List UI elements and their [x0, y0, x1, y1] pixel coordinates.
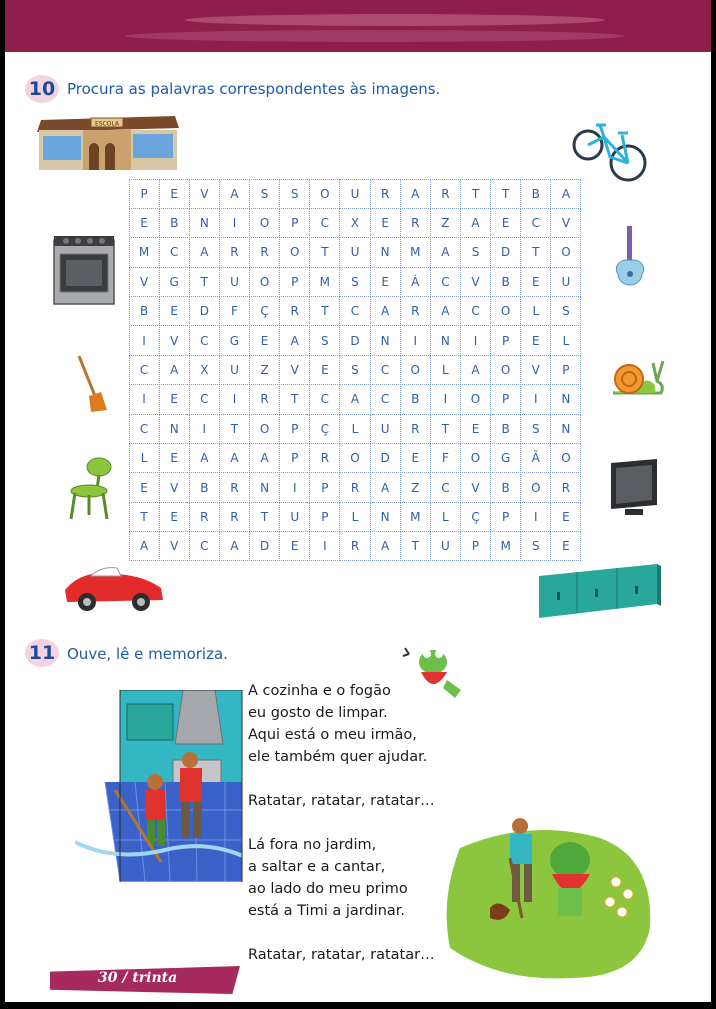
grid-cell[interactable]: L — [550, 325, 581, 355]
grid-cell[interactable]: A — [430, 237, 461, 267]
grid-cell[interactable]: S — [520, 414, 551, 444]
grid-cell[interactable]: S — [460, 237, 491, 267]
grid-cell[interactable]: T — [189, 267, 220, 297]
grid-cell[interactable]: C — [129, 414, 160, 444]
grid-cell[interactable]: U — [279, 502, 310, 532]
grid-cell[interactable]: V — [159, 531, 190, 561]
school-sign-text: ESCOLA — [94, 120, 120, 128]
grid-cell[interactable]: A — [460, 208, 491, 238]
grid-cell[interactable]: C — [159, 237, 190, 267]
grid-cell[interactable]: A — [219, 443, 250, 473]
grid-cell[interactable]: N — [189, 208, 220, 238]
grid-cell[interactable]: R — [219, 502, 250, 532]
grid-cell[interactable]: P — [550, 355, 581, 385]
poem-line: ao lado do meu primo — [248, 881, 408, 897]
grid-cell[interactable]: E — [550, 502, 581, 532]
grid-cell[interactable]: D — [370, 443, 401, 473]
grid-cell[interactable]: A — [219, 531, 250, 561]
grid-cell[interactable]: Z — [400, 472, 431, 502]
top-decor-band — [5, 0, 711, 52]
bicycle-icon — [570, 115, 648, 190]
grid-cell[interactable]: O — [309, 179, 340, 209]
grid-cell[interactable]: R — [430, 179, 461, 209]
grid-cell[interactable]: V — [460, 472, 491, 502]
grid-cell[interactable]: B — [129, 296, 160, 326]
grid-cell[interactable]: O — [249, 267, 280, 297]
grid-cell[interactable]: Z — [430, 208, 461, 238]
grid-cell[interactable]: X — [339, 208, 370, 238]
grid-cell[interactable]: R — [249, 237, 280, 267]
guitar-icon — [610, 222, 650, 294]
grid-cell[interactable]: L — [430, 355, 461, 385]
grid-cell[interactable]: E — [490, 208, 521, 238]
grid-cell[interactable]: D — [249, 531, 280, 561]
grid-cell[interactable]: T — [309, 296, 340, 326]
grid-cell[interactable]: M — [490, 531, 521, 561]
grid-cell[interactable]: C — [189, 531, 220, 561]
grid-cell[interactable]: T — [129, 502, 160, 532]
grid-cell[interactable]: O — [249, 414, 280, 444]
poem-line: Aqui está o meu irmão, — [248, 727, 417, 743]
grid-cell[interactable]: M — [309, 267, 340, 297]
grid-cell[interactable]: E — [279, 531, 310, 561]
grid-cell[interactable]: G — [490, 443, 521, 473]
kitchen-scene-icon — [75, 690, 243, 882]
grid-cell[interactable]: E — [159, 443, 190, 473]
grid-cell[interactable]: A — [279, 325, 310, 355]
grid-cell[interactable]: V — [189, 179, 220, 209]
grid-cell[interactable]: A — [370, 531, 401, 561]
grid-cell[interactable]: N — [430, 325, 461, 355]
grid-cell[interactable]: P — [129, 179, 160, 209]
grid-cell[interactable]: Z — [249, 355, 280, 385]
grid-cell[interactable]: P — [279, 267, 310, 297]
grid-cell[interactable]: B — [189, 472, 220, 502]
grid-cell[interactable]: T — [249, 502, 280, 532]
grid-cell[interactable]: F — [430, 443, 461, 473]
grid-cell[interactable]: M — [400, 237, 431, 267]
broom-icon — [73, 352, 113, 414]
grid-cell[interactable]: S — [249, 179, 280, 209]
grid-cell[interactable]: S — [520, 531, 551, 561]
grid-cell[interactable]: E — [460, 414, 491, 444]
poem-line: A cozinha e o fogão — [248, 683, 391, 699]
grid-cell[interactable]: A — [189, 237, 220, 267]
grid-cell[interactable]: O — [490, 355, 521, 385]
grid-cell[interactable]: C — [370, 384, 401, 414]
grid-cell[interactable]: C — [189, 325, 220, 355]
grid-cell[interactable]: T — [520, 237, 551, 267]
grid-cell[interactable]: O — [279, 237, 310, 267]
grid-cell[interactable]: Ç — [309, 414, 340, 444]
car-icon — [61, 560, 167, 618]
exercise-11-number: 11 — [25, 639, 59, 667]
grid-cell[interactable]: E — [159, 296, 190, 326]
grid-cell[interactable]: Ç — [460, 502, 491, 532]
grid-cell[interactable]: A — [249, 443, 280, 473]
grid-cell[interactable]: A — [189, 443, 220, 473]
grid-cell[interactable]: P — [460, 531, 491, 561]
poem-line — [248, 922, 448, 944]
grid-cell[interactable]: C — [370, 355, 401, 385]
grid-cell[interactable]: P — [490, 325, 521, 355]
grid-cell[interactable]: S — [550, 296, 581, 326]
grid-cell[interactable]: O — [550, 237, 581, 267]
poem-line: ele também quer ajudar. — [248, 749, 428, 765]
grid-cell[interactable]: E — [159, 502, 190, 532]
grid-cell[interactable]: P — [490, 384, 521, 414]
grid-cell[interactable]: I — [129, 325, 160, 355]
cabinet-icon — [533, 562, 663, 620]
grid-cell[interactable]: I — [400, 325, 431, 355]
grid-cell[interactable]: E — [520, 325, 551, 355]
grid-cell[interactable]: I — [219, 384, 250, 414]
grid-cell[interactable]: N — [370, 502, 401, 532]
grid-cell[interactable]: S — [339, 267, 370, 297]
exercise-10-number: 10 — [25, 75, 59, 103]
poem-line: eu gosto de limpar. — [248, 705, 388, 721]
grid-cell[interactable]: N — [370, 237, 401, 267]
grid-cell[interactable]: X — [189, 355, 220, 385]
grid-cell[interactable]: A — [370, 296, 401, 326]
workbook-page — [5, 0, 711, 1002]
exercise-10-instruction: Procura as palavras correspondentes às imagens. — [67, 80, 441, 98]
grid-cell[interactable]: E — [370, 208, 401, 238]
grid-cell[interactable]: U — [370, 414, 401, 444]
grid-cell[interactable]: I — [309, 531, 340, 561]
grid-cell[interactable]: I — [189, 414, 220, 444]
grid-cell[interactable]: R — [339, 531, 370, 561]
grid-cell[interactable]: A — [339, 384, 370, 414]
snail-icon — [609, 355, 667, 399]
grid-cell[interactable]: R — [189, 502, 220, 532]
grid-cell[interactable]: E — [129, 472, 160, 502]
grid-cell[interactable]: E — [400, 443, 431, 473]
stove-icon — [50, 232, 118, 308]
grid-cell[interactable]: L — [430, 502, 461, 532]
grid-cell[interactable]: L — [520, 296, 551, 326]
grid-cell[interactable]: U — [550, 267, 581, 297]
grid-cell[interactable]: O — [400, 355, 431, 385]
poem-line: a saltar e a cantar, — [248, 859, 386, 875]
grid-cell[interactable]: C — [339, 296, 370, 326]
grid-cell[interactable]: N — [550, 384, 581, 414]
grid-cell[interactable]: U — [339, 237, 370, 267]
grid-cell[interactable]: M — [129, 237, 160, 267]
grid-cell[interactable]: Á — [400, 267, 431, 297]
grid-cell[interactable]: R — [249, 384, 280, 414]
poem-line: Ratatar, ratatar, ratatar… — [248, 793, 435, 809]
grid-cell[interactable]: T — [400, 531, 431, 561]
grid-cell[interactable]: T — [490, 179, 521, 209]
grid-cell[interactable]: V — [550, 208, 581, 238]
grid-cell[interactable]: R — [279, 296, 310, 326]
grid-cell[interactable]: I — [460, 325, 491, 355]
grid-cell[interactable]: B — [400, 384, 431, 414]
grid-cell[interactable]: G — [159, 267, 190, 297]
grid-cell[interactable]: C — [430, 267, 461, 297]
grid-cell[interactable]: B — [490, 414, 521, 444]
poem-line: está a Timi a jardinar. — [248, 903, 406, 919]
poem-line: Lá fora no jardim, — [248, 837, 377, 853]
grid-cell[interactable]: R — [400, 414, 431, 444]
grid-cell[interactable]: A — [460, 355, 491, 385]
grid-cell[interactable]: O — [249, 208, 280, 238]
grid-cell[interactable]: C — [430, 472, 461, 502]
grid-cell[interactable]: B — [490, 267, 521, 297]
grid-cell[interactable]: U — [219, 267, 250, 297]
grid-cell[interactable]: E — [159, 384, 190, 414]
poem-line — [248, 768, 448, 790]
grid-cell[interactable]: P — [309, 502, 340, 532]
grid-cell[interactable]: T — [309, 237, 340, 267]
grid-cell[interactable]: U — [339, 179, 370, 209]
grid-cell[interactable]: N — [249, 472, 280, 502]
grid-cell[interactable]: L — [129, 443, 160, 473]
grid-cell[interactable]: E — [550, 531, 581, 561]
grid-cell[interactable]: V — [279, 355, 310, 385]
grid-cell[interactable]: C — [309, 208, 340, 238]
grid-cell[interactable]: R — [370, 179, 401, 209]
grid-cell[interactable]: I — [520, 502, 551, 532]
school-icon — [33, 112, 183, 174]
grid-cell[interactable]: D — [490, 237, 521, 267]
word-search-grid[interactable] — [129, 179, 581, 561]
grid-cell[interactable]: V — [129, 267, 160, 297]
grid-cell[interactable]: E — [249, 325, 280, 355]
grid-cell[interactable]: D — [339, 325, 370, 355]
grid-cell[interactable]: O — [460, 443, 491, 473]
grid-cell[interactable]: T — [219, 414, 250, 444]
grid-cell[interactable]: P — [279, 443, 310, 473]
grid-cell[interactable]: O — [460, 384, 491, 414]
grid-cell[interactable]: P — [279, 414, 310, 444]
grid-cell[interactable]: S — [339, 355, 370, 385]
grid-cell[interactable]: C — [460, 296, 491, 326]
garden-scene-icon — [440, 818, 654, 982]
grid-cell[interactable]: O — [550, 443, 581, 473]
grid-cell[interactable]: O — [520, 472, 551, 502]
grid-cell[interactable]: R — [309, 443, 340, 473]
poem-line: Ratatar, ratatar, ratatar… — [248, 947, 435, 963]
grid-cell[interactable]: B — [490, 472, 521, 502]
grid-cell[interactable]: V — [520, 355, 551, 385]
grid-cell[interactable]: R — [400, 208, 431, 238]
grid-cell[interactable]: E — [129, 208, 160, 238]
grid-cell[interactable]: T — [430, 414, 461, 444]
grid-cell[interactable]: E — [520, 267, 551, 297]
grid-cell[interactable]: I — [279, 472, 310, 502]
exercise-11-instruction: Ouve, lê e memoriza. — [67, 645, 228, 663]
grid-cell[interactable]: C — [189, 384, 220, 414]
grid-cell[interactable]: M — [400, 502, 431, 532]
grid-cell[interactable]: C — [520, 208, 551, 238]
grid-cell[interactable]: I — [430, 384, 461, 414]
grid-cell[interactable]: A — [129, 531, 160, 561]
grid-cell[interactable]: A — [370, 472, 401, 502]
grid-cell[interactable]: I — [129, 384, 160, 414]
grid-cell[interactable]: B — [520, 179, 551, 209]
grid-cell[interactable]: B — [159, 208, 190, 238]
grid-cell[interactable]: N — [370, 325, 401, 355]
grid-cell[interactable]: E — [309, 355, 340, 385]
grid-cell[interactable]: N — [550, 414, 581, 444]
grid-cell[interactable]: A — [430, 296, 461, 326]
grid-cell[interactable]: E — [370, 267, 401, 297]
grid-cell[interactable]: L — [339, 414, 370, 444]
grid-cell[interactable]: I — [219, 208, 250, 238]
grid-cell[interactable]: S — [279, 179, 310, 209]
page-number-label: 30 / trinta — [98, 970, 178, 986]
grid-cell[interactable]: U — [219, 355, 250, 385]
grid-cell[interactable]: Ç — [249, 296, 280, 326]
poem-line — [248, 812, 448, 834]
grid-cell[interactable]: U — [430, 531, 461, 561]
grid-cell[interactable]: R — [219, 472, 250, 502]
grid-cell[interactable]: R — [550, 472, 581, 502]
grid-cell[interactable]: G — [219, 325, 250, 355]
grid-cell[interactable]: N — [159, 414, 190, 444]
chair-icon — [63, 455, 118, 525]
grid-cell[interactable]: I — [520, 384, 551, 414]
grid-cell[interactable]: D — [189, 296, 220, 326]
grid-cell[interactable]: O — [490, 296, 521, 326]
grid-cell[interactable]: O — [339, 443, 370, 473]
grid-cell[interactable]: C — [129, 355, 160, 385]
grid-cell[interactable]: R — [219, 237, 250, 267]
grid-cell[interactable]: A — [400, 179, 431, 209]
grid-cell[interactable]: S — [309, 325, 340, 355]
grid-cell[interactable]: C — [309, 384, 340, 414]
grid-cell[interactable]: R — [400, 296, 431, 326]
grid-cell[interactable]: P — [279, 208, 310, 238]
grid-cell[interactable]: E — [159, 179, 190, 209]
grid-cell[interactable]: A — [159, 355, 190, 385]
poem-text — [248, 680, 448, 966]
grid-cell[interactable]: P — [490, 502, 521, 532]
grid-cell[interactable]: P — [309, 472, 340, 502]
grid-cell[interactable]: T — [460, 179, 491, 209]
grid-cell[interactable]: R — [339, 472, 370, 502]
grid-cell[interactable]: L — [339, 502, 370, 532]
grid-cell[interactable]: V — [460, 267, 491, 297]
tv-icon — [607, 457, 661, 519]
grid-cell[interactable]: Ã — [520, 443, 551, 473]
grid-cell[interactable]: V — [159, 325, 190, 355]
grid-cell[interactable]: V — [159, 472, 190, 502]
grid-cell[interactable]: A — [219, 179, 250, 209]
grid-cell[interactable]: A — [550, 179, 581, 209]
grid-cell[interactable]: F — [219, 296, 250, 326]
grid-cell[interactable]: T — [279, 384, 310, 414]
